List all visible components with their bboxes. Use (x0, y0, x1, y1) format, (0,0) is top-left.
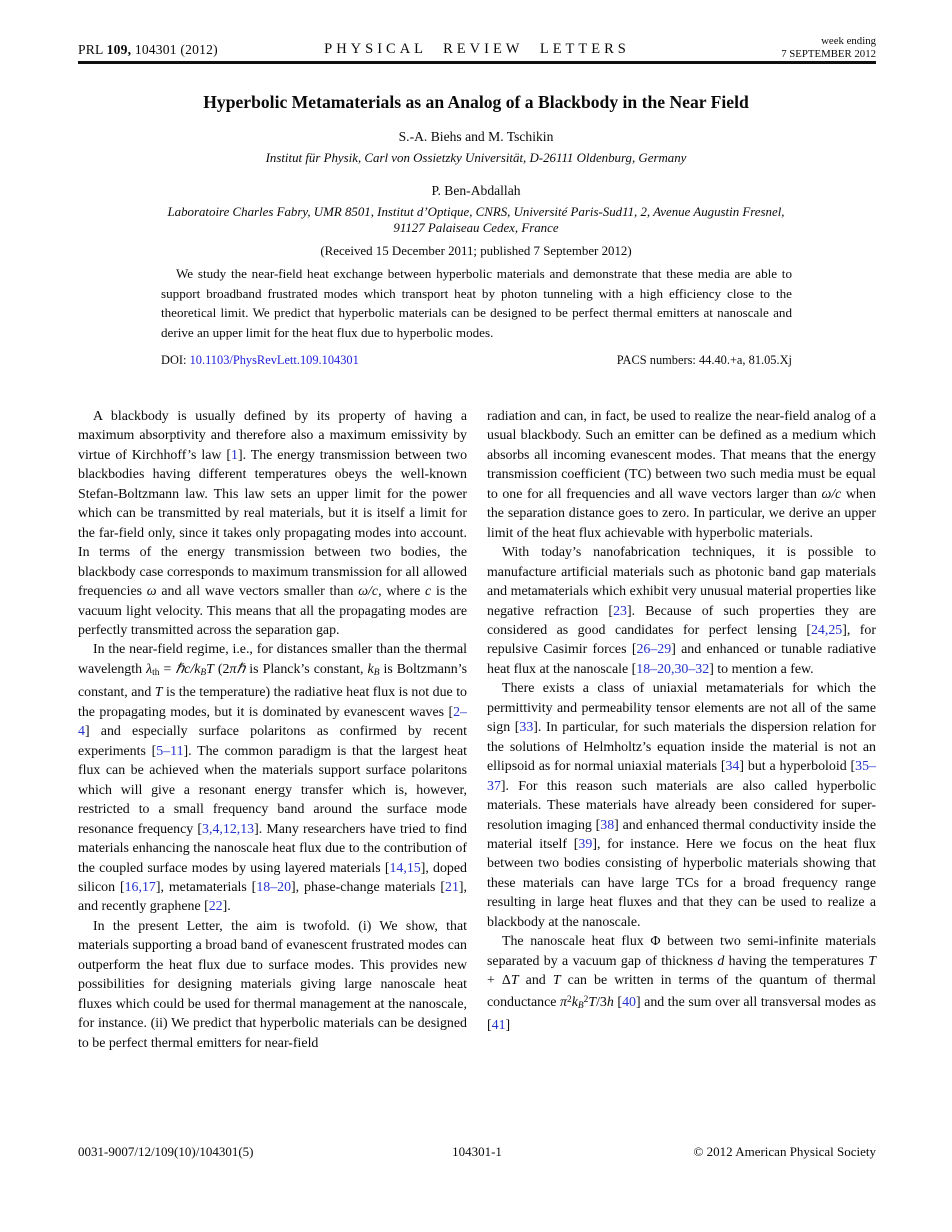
text-run: th (152, 667, 160, 678)
abstract: We study the near-field heat exchange between hyperbolic materials and demonstrate that these media are able to support broadband frustrated modes which transport heat by photon tunneling with a high efficiency close to the theoretical limit. We predict that hyperbolic materials can be designed to be perfect thermal emitters at nanoscale and derive an upper limit for the heat flux due to hyperbolic modes. (161, 266, 792, 340)
text-run: can be written in terms of the quantum of thermal conductance (487, 973, 876, 1010)
text-run: ] and the sum over all transversal modes as [ (487, 994, 876, 1034)
text-run: + Δ (487, 973, 511, 989)
header-rule (78, 61, 876, 64)
authors-line-2: P. Ben-Abdallah (431, 182, 521, 198)
citation-link[interactable]: 1 (231, 447, 238, 463)
doi (161, 353, 359, 368)
text-run: ]. For this reason such materials are also called hyperbolic materials. These materials have already been considered for super-resolution imaging [ (487, 778, 876, 833)
text-run: ] (505, 1018, 511, 1034)
text-run: T (868, 953, 876, 969)
text-run: ], metamaterials [ (155, 879, 257, 895)
text-run: B (577, 1000, 584, 1011)
citation-link[interactable]: 34 (725, 759, 740, 775)
citation-link[interactable]: 21 (445, 879, 459, 895)
right-column (487, 407, 876, 1053)
text-run: k (571, 994, 578, 1010)
text-run: T (552, 973, 561, 989)
text-run: is Boltzmann’s constant, and (78, 661, 468, 701)
text-run: ℏc/k (175, 661, 201, 677)
citation-link[interactable]: 14,15 (389, 860, 421, 876)
text-run: λ (146, 661, 153, 677)
text-run: ], for repulsive Casimir forces [ (487, 622, 876, 658)
text-run: ] but a hyperboloid [ (739, 759, 856, 775)
affiliation-2 (76, 204, 876, 237)
copyright-notice: © 2012 American Physical Society (693, 1144, 876, 1159)
issue-date (781, 35, 876, 60)
received-published-line: (Received 15 December 2011; published 7 September 2012) (320, 243, 632, 258)
text-run: d (717, 953, 725, 969)
text-run: ] to mention a few. (709, 661, 814, 677)
text-run: ]. Because of such properties they are considered as good candidates for perfect lensing [ (487, 603, 876, 638)
doi-link[interactable]: 10.1103/PhysRevLett.109.104301 (189, 353, 359, 367)
issn-code: 0031-9007/12/109(10)/104301(5) (78, 1144, 254, 1159)
text-run: A blackbody is usually defined by its property of having a maximum absorptivity and therefore also a maximum emissivity by virtue of Kirchhoff’s law [ (78, 409, 467, 463)
text-run: ]. Many researchers have tried to find materials enhancing the nanoscale heat flux due to the contribution of the coupled surface modes by using layered materials [ (78, 821, 467, 876)
text-run: (2 (213, 661, 230, 677)
citation-link[interactable]: 24,25 (810, 622, 843, 638)
text-run: ]. In particular, for such materials the dispersion relation for the solutions of Helmholtz’s equation inside the material is not an ellipsoid as for normal uniaxial materials [ (487, 720, 876, 775)
text-run: ], for instance. Here we focus on the heat flux between two bodies consisting of hyperbolic materials showing that these materials can have large TCs for a broad frequency range resulting in large heat fluxes and that they can be used to realize a blackbody at the nanoscale. (487, 836, 876, 930)
page-footer (78, 1144, 876, 1162)
text-run: T (154, 685, 163, 701)
affiliation-2-line-2: 91127 Palaiseau Cedex, France (393, 221, 559, 235)
citation-link[interactable]: 35–37 (487, 759, 877, 794)
text-run: and (518, 973, 553, 989)
text-run: B (373, 667, 380, 678)
citation-link[interactable]: 22 (208, 899, 223, 915)
citation-link[interactable]: 5–11 (156, 743, 184, 759)
text-run: /3 (596, 994, 607, 1010)
affiliation-1: Institut für Physik, Carl von Ossietzky Universität, D-26111 Oldenburg, Germany (265, 151, 687, 165)
text-run: πℏ (229, 661, 246, 677)
page-number: 104301-1 (452, 1144, 502, 1159)
journal-ref-prefix: PRL (78, 42, 107, 57)
paragraph (78, 640, 467, 916)
text-run: T (206, 661, 214, 677)
running-header (78, 34, 876, 60)
paragraph (78, 917, 467, 1053)
pacs-numbers: PACS numbers: 44.40.+a, 81.05.Xj (616, 353, 792, 367)
journal-reference (78, 42, 218, 58)
text-run: In the present Letter, the aim is twofold. (i) We show, that materials supporting a broad band of evanescent frustrated modes can outperform the heat flux due to surface modes. This provides new possibilities for designing materials giving large nanoscale heat fluxes which could be used for thermal management at the nanoscale, for instance. (ii) We predict that hyperbolic materials can be designed to be perfect thermal emitters for near-field (78, 918, 467, 1051)
text-run: ]. The energy transmission between two blackbodies having different temperatures obeys the well-known Stefan-Boltzmann law. This law sets an upper limit for the power which can be transmitted by real materials, but it is itself a limit for the far-field only, since it takes only propagating modes into account. In terms of the energy transmission between two bodies, the blackbody case corresponds to maximum transmission for all allowed frequencies (78, 447, 468, 600)
citation-link[interactable]: 18–20 (256, 879, 292, 895)
text-run: ω (146, 584, 157, 600)
journal-name: PHYSICAL REVIEW LETTERS (324, 41, 630, 57)
text-run: T (588, 994, 597, 1010)
doi-label: DOI: (161, 353, 190, 367)
text-run: k (367, 661, 374, 677)
citation-link[interactable]: 39 (578, 836, 593, 852)
text-run: ] and enhanced thermal conductivity inside the material itself [ (487, 817, 876, 852)
paragraph (487, 679, 876, 932)
journal-ref-volume: 109, (106, 42, 132, 57)
text-run: is the vacuum light velocity. This means that all the propagating modes are perfectly transmitted across the separation gap. (78, 584, 467, 638)
citation-link[interactable]: 23 (613, 603, 627, 619)
left-column (78, 407, 467, 1053)
citation-link[interactable]: 38 (600, 817, 615, 833)
citation-link[interactable]: 18–20,30–32 (636, 661, 710, 677)
citation-link[interactable]: 16,17 (124, 879, 156, 895)
paragraph (487, 932, 876, 1035)
text-run: ]. The common paradigm is that the largest heat flux can be achieved when the materials support surface polaritons which will give a resonant energy transfer which is, however, restricted to a small frequency band around the surface mode resonance frequency [ (78, 743, 467, 837)
text-run: ] and especially surface polaritons as confirmed by recent experiments [ (78, 724, 467, 759)
affiliation-2-line-1: Laboratoire Charles Fabry, UMR 8501, Institut d’Optique, CNRS, Université Paris-Sud11, 2, Avenue Augustin Fresnel, (167, 204, 785, 219)
text-run: having the temperatures (724, 953, 869, 969)
text-run: is Planck’s constant, (245, 661, 368, 677)
citation-link[interactable]: 26–29 (636, 642, 672, 658)
text-run: radiation and can, in fact, be used to realize the near-field analog of a usual blackbody. Such an emitter can be defined as a medium which absorbs all incoming evanescent modes. That means that the energy transmission coefficient (TC) between two such media must be equal to one for all frequencies and all wave vectors larger than (487, 409, 876, 502)
citation-link[interactable]: 2–4 (78, 704, 467, 740)
text-run: is the temperature) the radiative heat flux is not due to the propagating modes, but it is dominated by evanescent waves [ (78, 685, 467, 720)
text-run: ], doped silicon [ (78, 860, 467, 895)
authors-line-1: S.-A. Biehs and M. Tschikin (398, 129, 554, 144)
text-run: ], and recently graphene [ (78, 879, 468, 915)
text-run: There exists a class of uniaxial metamaterials for which the permittivity and permeability tensor elements are not all of the same sign [ (487, 681, 876, 736)
citation-link[interactable]: 3,4,12,13 (202, 821, 255, 837)
issue-date-value: 7 SEPTEMBER 2012 (781, 47, 876, 60)
body-text (78, 407, 876, 1053)
text-run: ω/c (358, 584, 379, 600)
text-run: In the near-field regime, i.e., for distances smaller than the thermal wavelength (78, 642, 467, 677)
text-run: and all wave vectors smaller than (156, 584, 359, 600)
text-run: With today’s nanofabrication techniques, it is possible to manufacture artificial materials such as photonic band gap materials and metamaterials which exhibit very unusual material properties like negative refraction [ (487, 545, 876, 619)
text-run: [ (613, 994, 623, 1010)
text-run: h (606, 994, 614, 1010)
journal-ref-suffix: 104301 (2012) (131, 42, 218, 57)
text-run: B (200, 667, 207, 678)
text-run: 2 (583, 994, 589, 1005)
week-ending-label: week ending (821, 35, 876, 47)
text-run: T (510, 973, 519, 989)
paragraph (78, 407, 467, 640)
paragraph (487, 543, 876, 679)
text-run: ] and enhanced or tunable radiative heat flux at the nanoscale [ (487, 642, 876, 677)
citation-link[interactable]: 41 (491, 1018, 506, 1034)
text-run: , where (378, 584, 426, 600)
text-run: = (159, 661, 176, 677)
paragraph (487, 407, 876, 543)
citation-link[interactable]: 33 (519, 720, 534, 736)
text-run: π (560, 994, 567, 1010)
text-run: when the separation distance goes to zero. In particular, we derive an upper limit of the heat flux achievable with hyperbolic materials. (487, 486, 876, 541)
text-run: ], phase-change materials [ (291, 879, 446, 895)
text-run: ]. (222, 899, 231, 915)
text-run: 2 (566, 994, 572, 1005)
text-run: The nanoscale heat flux Φ between two semi-infinite materials separated by a vacuum gap of thickness (487, 934, 876, 969)
title-block (76, 91, 876, 259)
text-run: c (425, 584, 432, 600)
citation-link[interactable]: 40 (622, 994, 636, 1010)
paper-title: Hyperbolic Metamaterials as an Analog of a Blackbody in the Near Field (203, 92, 749, 112)
text-run: ω/c (821, 486, 842, 502)
